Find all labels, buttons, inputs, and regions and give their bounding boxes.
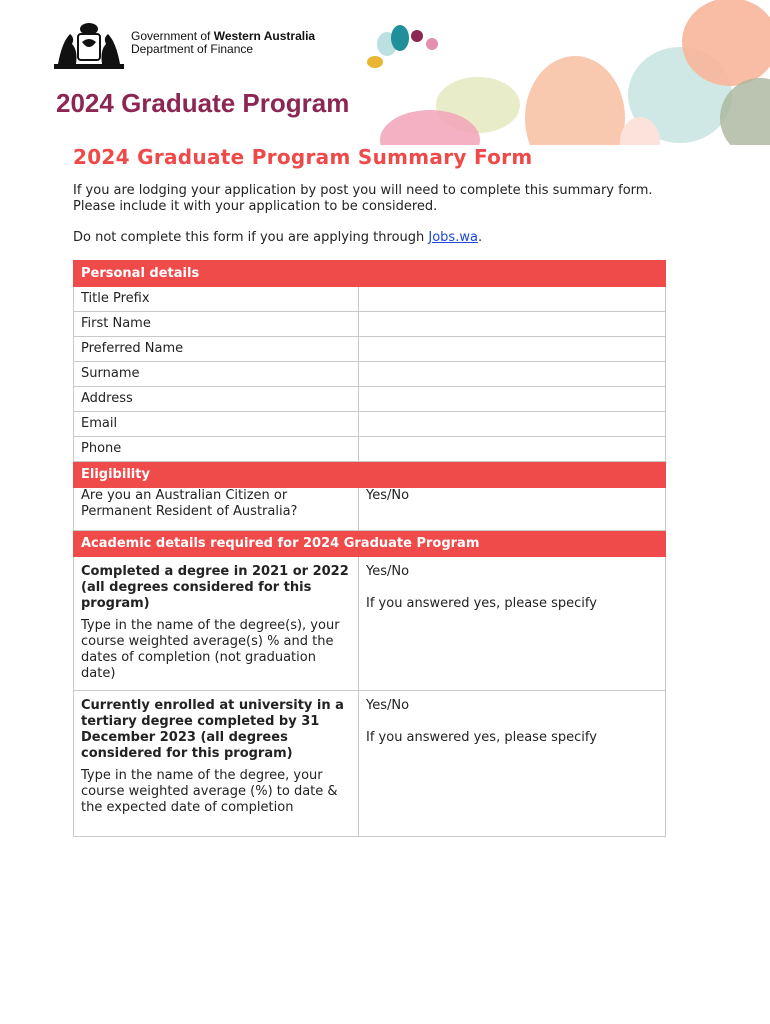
field-input-phone[interactable] [359,437,666,462]
table-row [74,362,666,387]
banner-title: 2024 Graduate Program [56,88,350,118]
field-input-title-prefix[interactable] [359,287,666,312]
enrolled-degree-yes-no: Yes/No [366,698,410,713]
enrolled-degree-question [74,691,359,837]
jobs-wa-link[interactable]: Jobs.wa [428,230,478,245]
wa-crest-logo [52,20,126,72]
field-input-address[interactable] [359,387,666,412]
enrolled-degree-answer[interactable] [359,691,666,837]
government-name: Government of Western Australia Department of Finance [131,29,316,56]
intro-online-note: Do not complete this form if you are applying through Jobs.wa. [73,230,483,245]
completed-degree-question [74,557,359,691]
table-row [74,437,666,462]
academic-details-header: Academic details required for 2024 Graduate Program [74,531,666,557]
table-row [74,557,666,691]
field-label-surname: Surname [74,362,359,387]
table-row [74,287,666,312]
completed-degree-title: Completed a degree in 2021 or 2022 (all degrees considered for this program) [81,564,349,611]
form-title: 2024 Graduate Program Summary Form [73,145,533,169]
field-label-title-prefix: Title Prefix [74,287,359,312]
table-row [74,387,666,412]
summary-form-table [73,260,666,837]
enrolled-degree-specify: If you answered yes, please specify [366,730,597,745]
enrolled-degree-title: Currently enrolled at university in a tertiary degree completed by 31 December 2023 (all degrees considered for this program) [81,698,344,761]
field-label-address: Address [74,387,359,412]
enrolled-degree-instructions: Type in the name of the degree, your course weighted average (%) to date & the expected date of completion [81,768,338,815]
field-label-email: Email [74,412,359,437]
table-row [74,488,666,531]
personal-details-header: Personal details [74,261,666,287]
decorative-shapes [380,0,770,145]
page-header [0,0,770,145]
citizenship-question: Are you an Australian Citizen or Permanent Resident of Australia? [74,488,359,531]
field-input-surname[interactable] [359,362,666,387]
table-row [74,312,666,337]
eligibility-header: Eligibility [74,462,666,488]
field-input-preferred-name[interactable] [359,337,666,362]
field-input-first-name[interactable] [359,312,666,337]
citizenship-answer[interactable]: Yes/No [359,488,666,531]
field-label-phone: Phone [74,437,359,462]
field-label-first-name: First Name [74,312,359,337]
table-row [74,412,666,437]
field-label-preferred-name: Preferred Name [74,337,359,362]
completed-degree-specify: If you answered yes, please specify [366,596,597,611]
completed-degree-answer[interactable] [359,557,666,691]
table-row [74,337,666,362]
completed-degree-yes-no: Yes/No [366,564,410,579]
intro-text [73,183,673,246]
completed-degree-instructions: Type in the name of the degree(s), your course weighted average(s) % and the dates of completion (not graduation date) [81,618,340,681]
table-row [74,691,666,837]
field-input-email[interactable] [359,412,666,437]
intro-postal-note: If you are lodging your application by post you will need to complete this summary form. Please include it with your application to be considered. [73,183,653,214]
